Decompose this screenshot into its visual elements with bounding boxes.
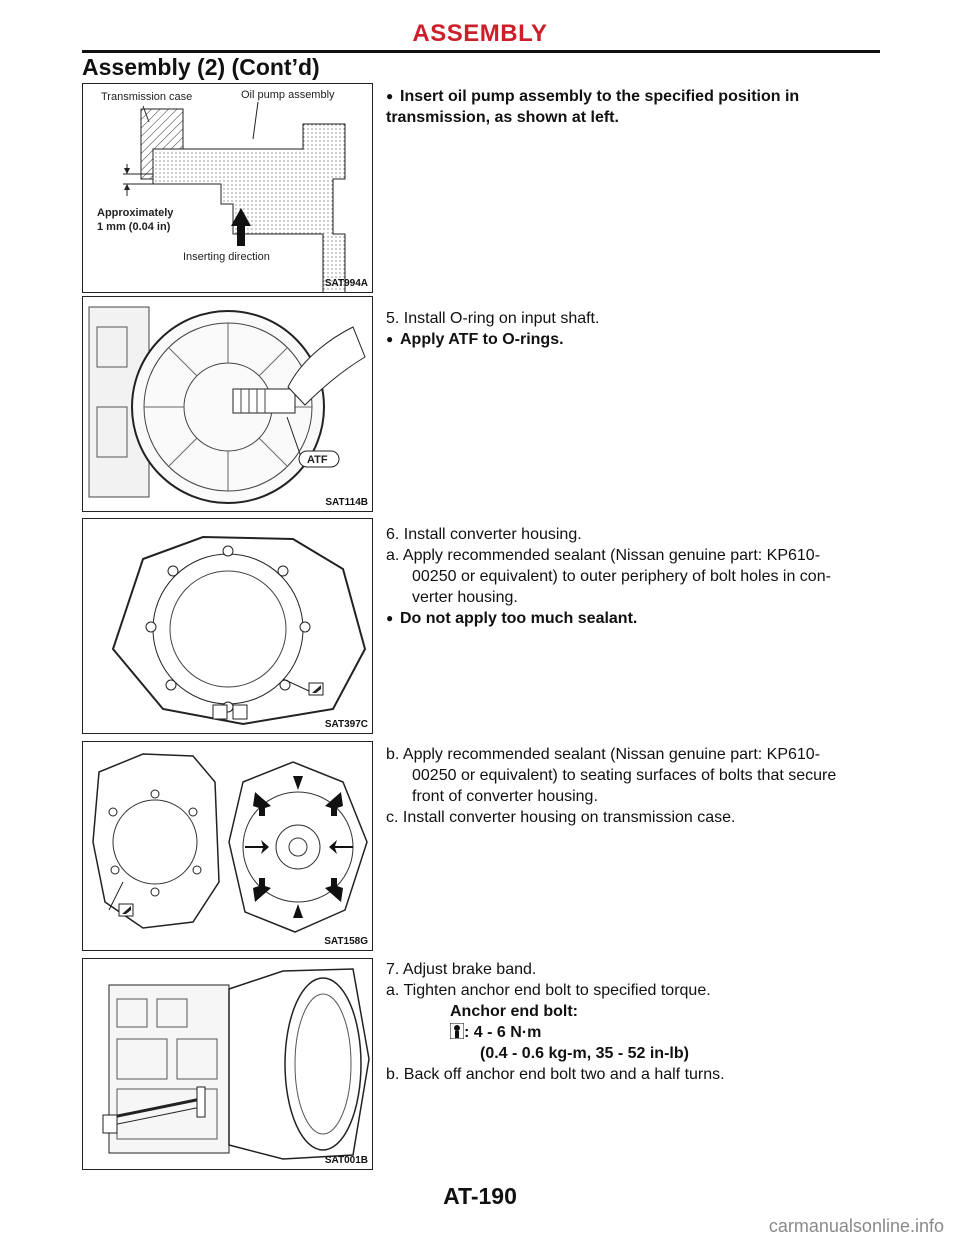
- brake-band-diagram: [83, 959, 373, 1170]
- bullet-text: Insert oil pump assembly to the specified position in transmission, as shown at left.: [386, 88, 800, 126]
- figure-code: SAT114B: [325, 497, 368, 508]
- input-shaft-diagram: [83, 297, 373, 512]
- step-seating-sealant: [386, 744, 882, 828]
- step-line: c. Install converter housing on transmission case.: [386, 809, 736, 826]
- label-gap-line1: Approximately: [97, 207, 174, 219]
- watermark: carmanualsonline.info: [768, 1216, 944, 1236]
- step-line: verter housing.: [412, 589, 518, 606]
- header-rule: [82, 50, 880, 53]
- spec-row: [386, 1022, 882, 1043]
- figure-code: SAT994A: [324, 278, 368, 289]
- page-number: AT-190: [443, 1183, 517, 1209]
- step-line: b. Back off anchor end bolt two and a half turns.: [386, 1066, 725, 1083]
- step-adjust-brake: [386, 959, 882, 1085]
- bullet-icon: ●: [386, 89, 394, 103]
- step-line: b. Apply recommended sealant (Nissan genuine part: KP610-: [386, 746, 821, 763]
- label-oil-pump: Oil pump assembly: [241, 89, 335, 101]
- bullet-text: Apply ATF to O-rings.: [400, 331, 564, 348]
- step-line: a. Tighten anchor end bolt to specified torque.: [386, 982, 711, 999]
- label-inserting-direction: Inserting direction: [183, 251, 270, 263]
- oil-pump-diagram: [83, 84, 373, 293]
- section-title: ASSEMBLY: [412, 20, 548, 47]
- label-gap-line2: 1 mm (0.04 in): [97, 221, 171, 233]
- bullet-icon: ●: [386, 332, 394, 346]
- figure-code: SAT001B: [324, 1155, 368, 1166]
- page-heading: Assembly (2) (Cont’d): [82, 54, 320, 80]
- figure-converter-housing: [82, 518, 373, 734]
- spec-value: : 4 - 6 N·m: [464, 1024, 542, 1041]
- step-line: 00250 or equivalent) to outer periphery of bolt holes in con-: [412, 568, 831, 585]
- spec-alt: (0.4 - 0.6 kg-m, 35 - 52 in-lb): [480, 1045, 689, 1062]
- step-insert-pump: [386, 86, 882, 128]
- bullet-text: Do not apply too much sealant.: [400, 610, 638, 627]
- bullet-icon: ●: [386, 611, 394, 625]
- torque-wrench-icon: [450, 1023, 464, 1039]
- step-line: 5. Install O-ring on input shaft.: [386, 310, 600, 327]
- step-install-oring: [386, 308, 882, 350]
- figure-bolt-seats: [82, 741, 373, 951]
- figure-input-shaft: [82, 296, 373, 512]
- spec-label: Anchor end bolt:: [450, 1003, 578, 1020]
- step-line: front of converter housing.: [412, 788, 598, 805]
- converter-housing-diagram: [83, 519, 373, 734]
- step-line: 6. Install converter housing.: [386, 526, 582, 543]
- figure-brake-band: [82, 958, 373, 1170]
- step-line: 7. Adjust brake band.: [386, 961, 537, 978]
- step-line: a. Apply recommended sealant (Nissan genuine part: KP610-: [386, 547, 821, 564]
- step-line: 00250 or equivalent) to seating surfaces of bolts that secure: [412, 767, 837, 784]
- figure-oil-pump: [82, 83, 373, 293]
- step-install-converter: [386, 524, 882, 629]
- figure-code: SAT397C: [324, 719, 368, 730]
- bolt-seats-diagram: [83, 742, 373, 951]
- label-atf: ATF: [307, 454, 328, 466]
- label-transmission-case: Transmission case: [101, 91, 193, 103]
- figure-code: SAT158G: [324, 936, 368, 947]
